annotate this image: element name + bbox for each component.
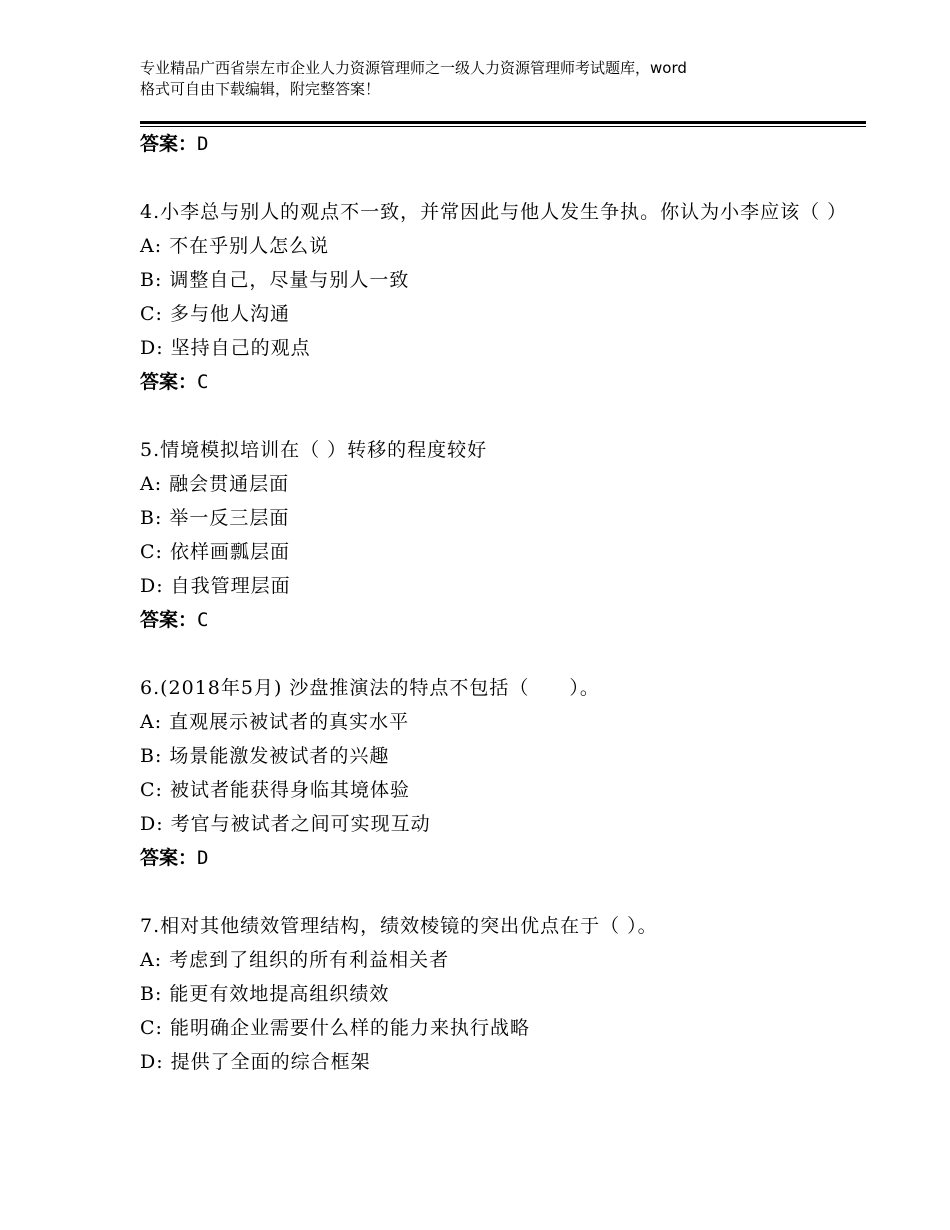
answer-label: 答案： (140, 371, 198, 393)
option-b: B: 调整自己，尽量与别人一致 (140, 269, 410, 291)
question-stem: 4.小李总与别人的观点不一致，并常因此与他人发生争执。你认为小李应该（ ） (140, 201, 848, 223)
header-line-1: 专业精品广西省崇左市企业人力资源管理师之一级人力资源管理师考试题库，word (140, 59, 687, 77)
header-rule-thick (140, 121, 866, 124)
option-a: A: 直观展示被试者的真实水平 (140, 711, 410, 733)
option-b: B: 场景能激发被试者的兴趣 (140, 745, 390, 767)
question-6 (140, 671, 840, 875)
answer-value: C (197, 609, 209, 631)
question-stem: 6.(2018年5月) 沙盘推演法的特点不包括（ ）。 (140, 677, 600, 699)
question-stem: 7.相对其他绩效管理结构，绩效棱镜的突出优点在于（ ）。 (140, 915, 658, 937)
answer-label: 答案： (140, 847, 198, 869)
question-7 (140, 909, 840, 1079)
answer-value: D (197, 133, 209, 155)
question-stem: 5.情境模拟培训在（ ）转移的程度较好 (140, 439, 488, 461)
document-header (140, 58, 830, 100)
option-b: B: 能更有效地提高组织绩效 (140, 983, 390, 1005)
question-4 (140, 195, 848, 399)
option-c: C: 依样画瓢层面 (140, 541, 290, 563)
option-d: D: 考官与被试者之间可实现互动 (140, 813, 431, 835)
answer-label: 答案： (140, 133, 198, 155)
option-d: D: 提供了全面的综合框架 (140, 1051, 371, 1073)
question-5 (140, 433, 840, 637)
option-c: C: 能明确企业需要什么样的能力来执行战略 (140, 1017, 530, 1039)
answer-line (140, 603, 840, 637)
answer-label: 答案： (140, 609, 198, 631)
answer-line (140, 841, 840, 875)
option-a: A: 不在乎别人怎么说 (140, 235, 330, 257)
option-b: B: 举一反三层面 (140, 507, 290, 529)
option-a: A: 考虑到了组织的所有利益相关者 (140, 949, 450, 971)
header-line-2: 格式可自由下载编辑，附完整答案！ (140, 80, 381, 98)
answer-value: C (197, 371, 209, 393)
option-c: C: 多与他人沟通 (140, 303, 290, 325)
option-a: A: 融会贯通层面 (140, 473, 290, 495)
option-d: D: 坚持自己的观点 (140, 337, 311, 359)
option-d: D: 自我管理层面 (140, 575, 291, 597)
question-list (140, 127, 848, 1079)
option-c: C: 被试者能获得身临其境体验 (140, 779, 410, 801)
answer-line (140, 365, 840, 399)
answer-value: D (197, 847, 209, 869)
answer-line (140, 127, 840, 161)
